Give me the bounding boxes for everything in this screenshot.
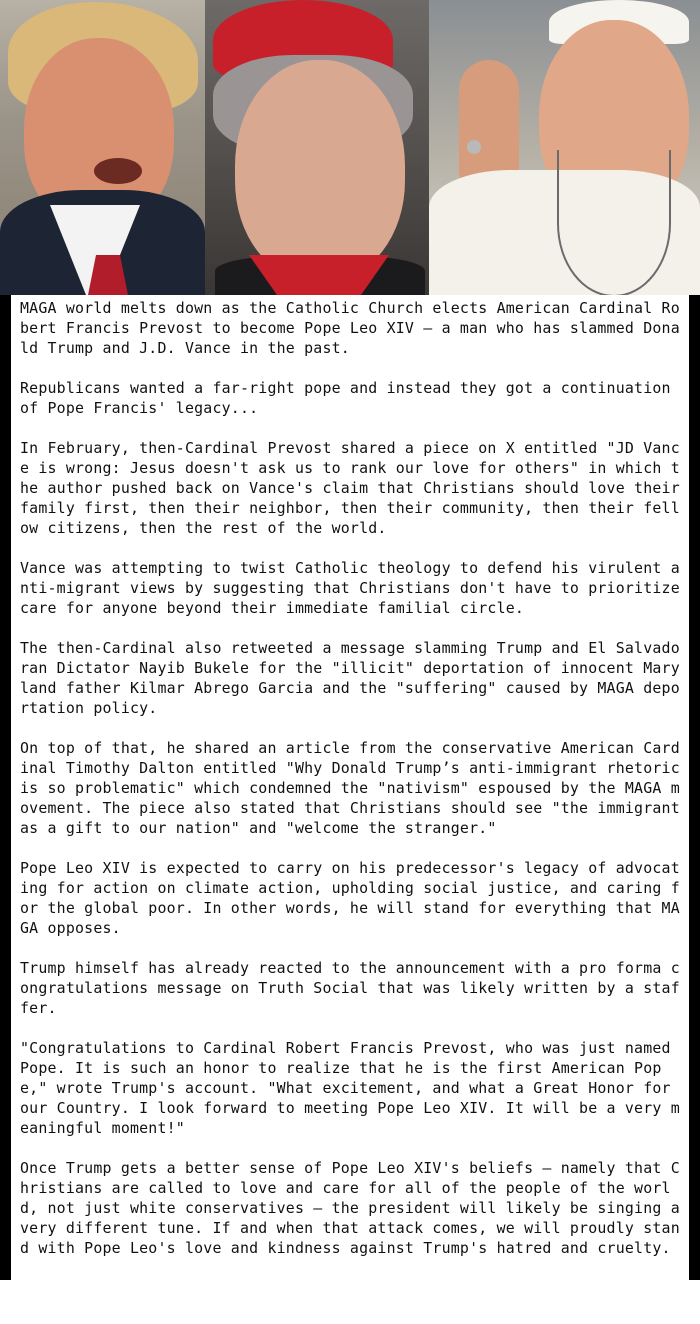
article-paragraph: In February, then-Cardinal Prevost shared a piece on X entitled "JD Vance is wrong: Jesus doesn't ask us to rank our love for others" in which the author pushed back on Vance's claim that Christians should love their family first, then their neighbor, then their community, then their fellow citizens, then the rest of the world.: [20, 439, 680, 537]
article-paragraph: MAGA world melts down as the Catholic Church elects American Cardinal Robert Francis Prevost to become Pope Leo XIV — a man who has slammed Donald Trump and J.D. Vance in the past.: [20, 299, 680, 357]
article-paragraph: Pope Leo XIV is expected to carry on his predecessor's legacy of advocating for action on climate action, upholding social justice, and caring for the global poor. In other words, he will stand for everything that MAGA opposes.: [20, 859, 680, 937]
photo-cardinal-prevost: [205, 0, 429, 295]
article-body: [20, 298, 684, 1278]
article-paragraph: The then-Cardinal also retweeted a message slamming Trump and El Salvadoran Dictator Nayib Bukele for the "illicit" deportation of innocent Maryland father Kilmar Abrego Garcia and the "suffering" caused by MAGA deportation policy.: [20, 639, 680, 717]
left-border: [0, 295, 11, 1280]
article-paragraph: "Congratulations to Cardinal Robert Francis Prevost, who was just named Pope. It is such an honor to realize that he is the first American Pope," wrote Trump's account. "What excitement, and what a Great Honor for our Country. I look forward to meeting Pope Leo XIV. It will be a very meaningful moment!": [20, 1039, 680, 1137]
photo-pope-francis: [429, 0, 700, 295]
header-photo-collage: [0, 0, 700, 295]
article-paragraph: Vance was attempting to twist Catholic theology to defend his virulent anti-migrant views by suggesting that Christians don't have to prioritize care for anyone beyond their immediate familial circle.: [20, 559, 680, 617]
article-paragraph: On top of that, he shared an article from the conservative American Cardinal Timothy Dalton entitled "Why Donald Trump’s anti-immigrant rhetoric is so problematic" which condemned the "nativism" espoused by the MAGA movement. The piece also stated that Christians should see "the immigrant as a gift to our nation" and "welcome the stranger.": [20, 739, 680, 837]
article-paragraph: Trump himself has already reacted to the announcement with a pro forma congratulations message on Truth Social that was likely written by a staffer.: [20, 959, 680, 1017]
right-border: [689, 295, 700, 1280]
photo-donald-trump: [0, 0, 205, 295]
article-paragraph: Once Trump gets a better sense of Pope Leo XIV's beliefs — namely that Christians are called to love and care for all of the people of the world, not just white conservatives — the president will likely be singing a very different tune. If and when that attack comes, we will proudly stand with Pope Leo's love and kindness against Trump's hatred and cruelty.: [20, 1159, 680, 1257]
article-paragraph: Republicans wanted a far-right pope and instead they got a continuation of Pope Francis' legacy...: [20, 379, 671, 417]
